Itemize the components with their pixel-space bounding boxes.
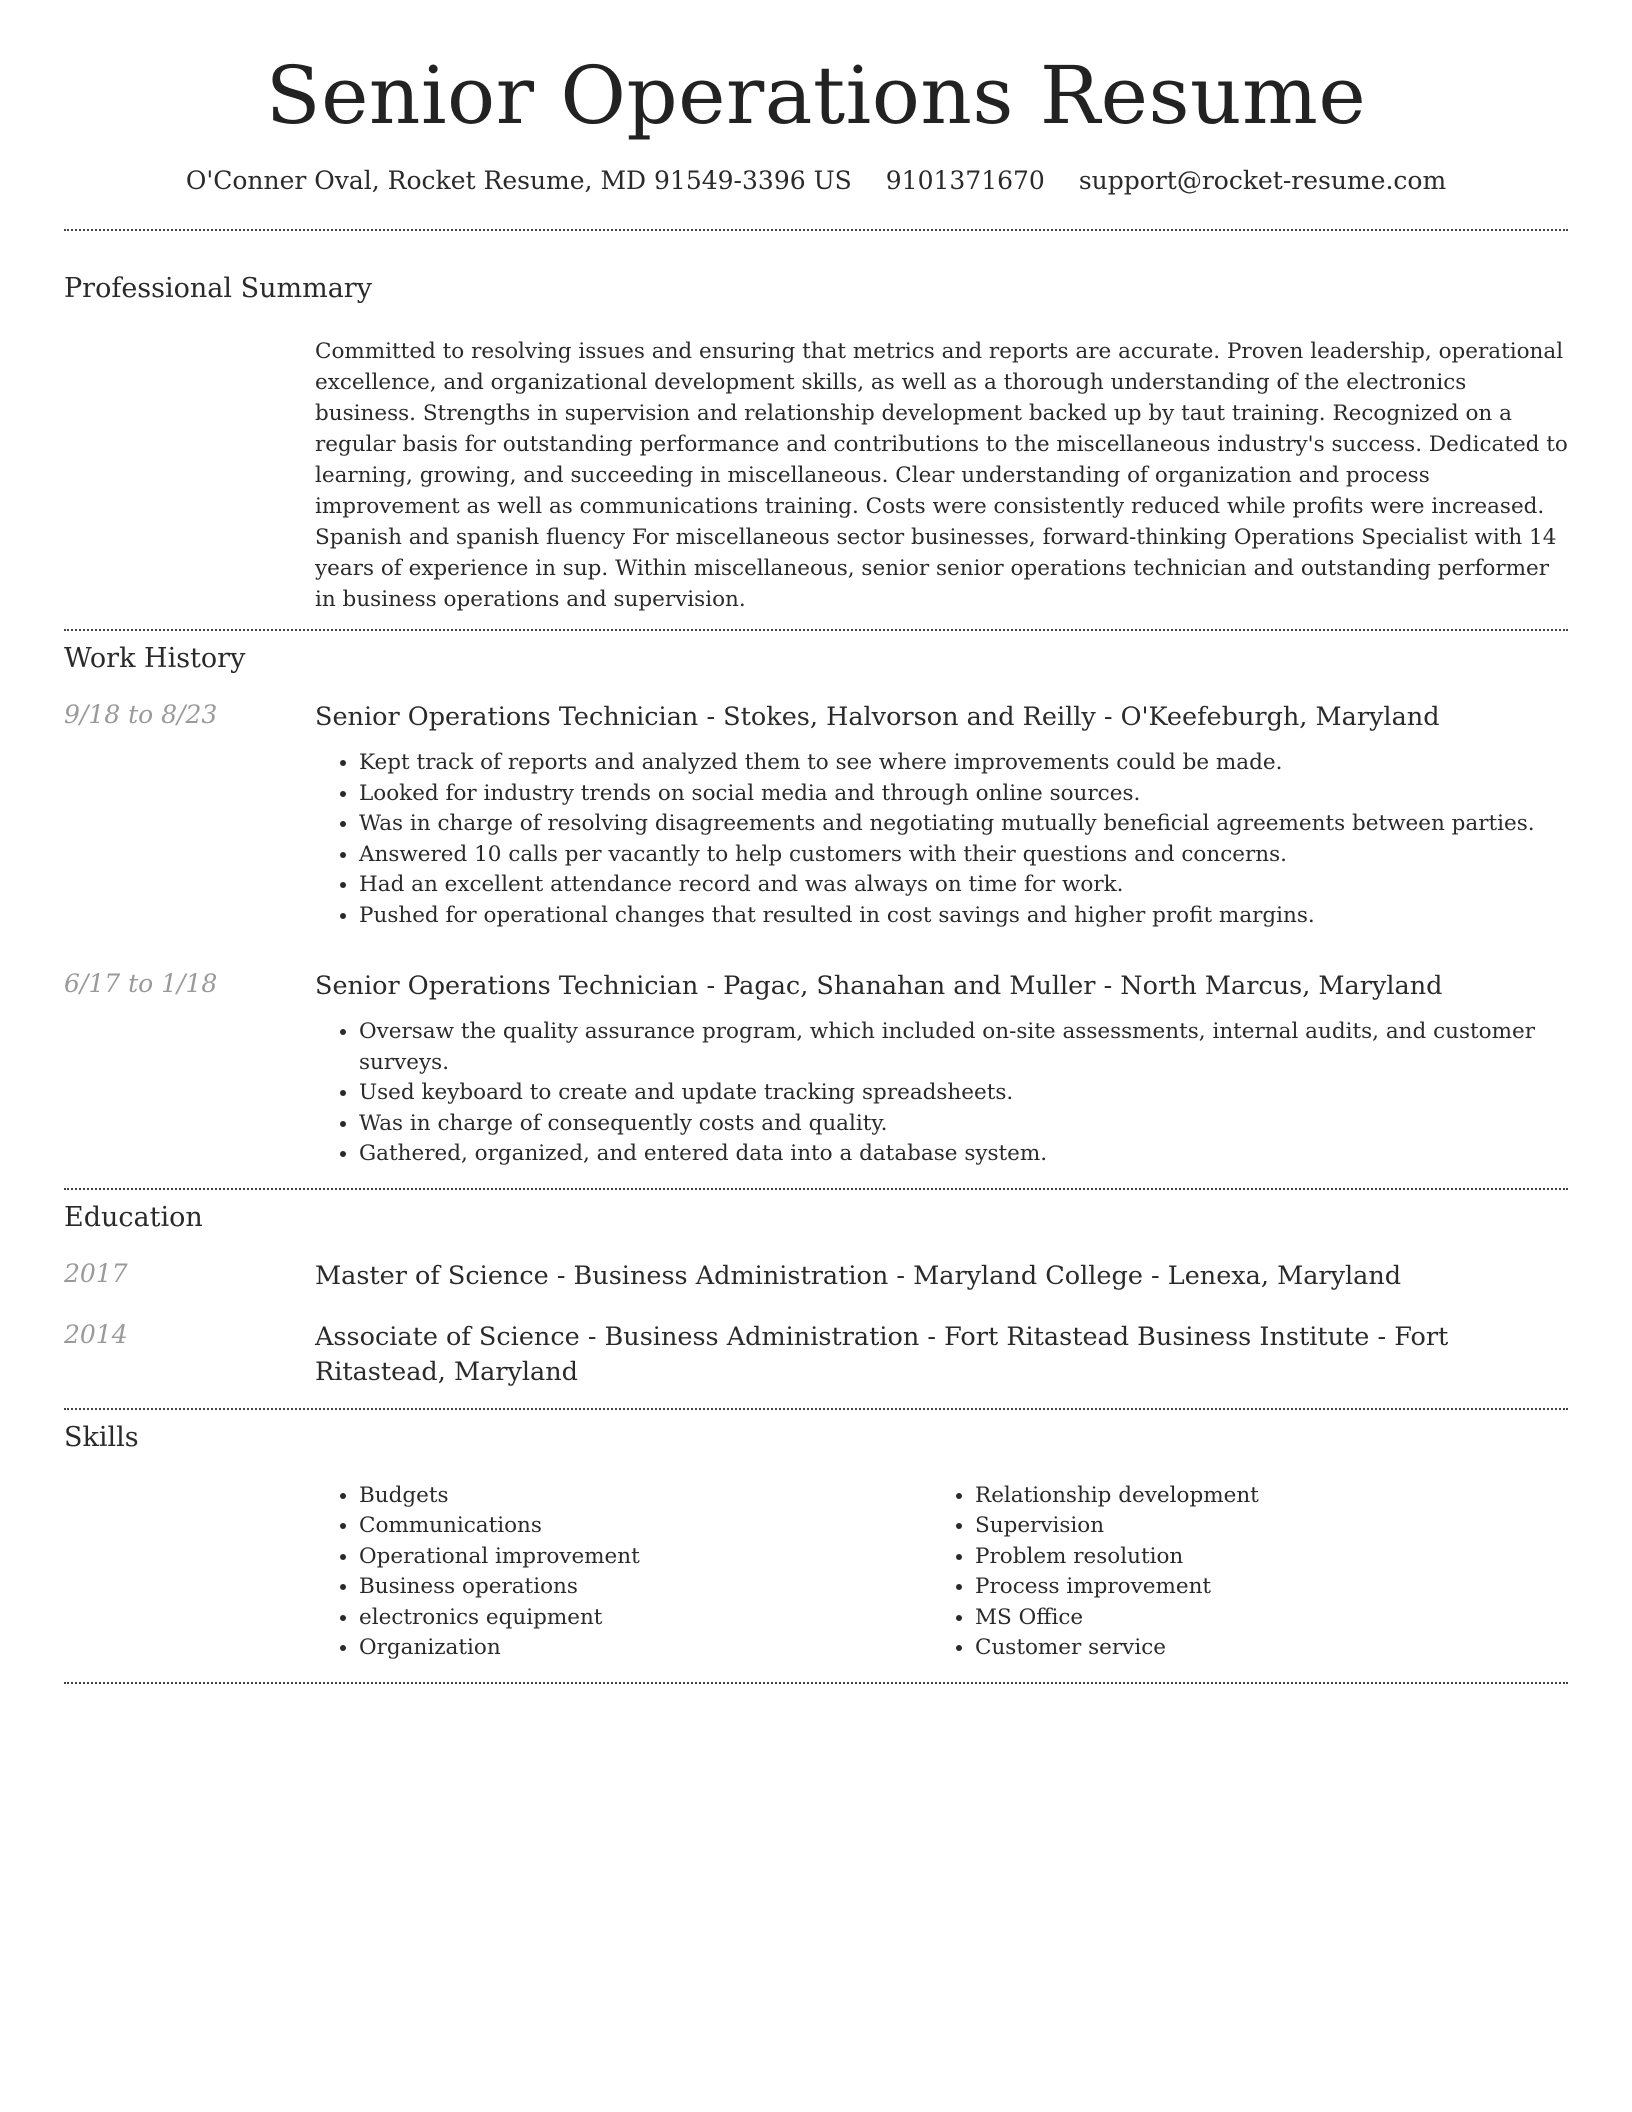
skills-column-1 — [315, 1481, 931, 1664]
summary-text: Committed to resolving issues and ensuring that metrics and reports are accurate. Proven leadership, operational excellence, and organizational development skills, as well as a thorough understanding of the electronics business. Strengths in supervision and relationship development backed up by taut training. Recognized on a regular basis for outstanding performance and contributions to the miscellaneous industry's success. Dedicated to learning, growing, and succeeding in miscellaneous. Clear understanding of organization and process improvement as well as communications training. Costs were consistently reduced while profits were increased. Spanish and spanish fluency For miscellaneous sector businesses, forward-thinking Operations Specialist with 14 years of experience in sup. Within miscellaneous, senior senior operations technician and outstanding performer in business operations and supervision. — [315, 339, 1568, 612]
list-item: • Process improvement — [975, 1572, 1547, 1603]
list-item: • electronics equipment — [359, 1603, 931, 1634]
list-item: • Had an excellent attendance record and was always on time for work. — [359, 870, 1568, 901]
education-entry — [64, 1294, 1568, 1408]
list-item: • Budgets — [359, 1481, 931, 1512]
list-item: • MS Office — [975, 1603, 1547, 1634]
list-item: • Relationship development — [975, 1481, 1547, 1512]
job-company-location: - Stokes, Halvorson and Reilly - O'Keefeburgh, Maryland — [698, 702, 1440, 732]
education-year: 2014 — [64, 1319, 128, 1349]
education-detail — [315, 1259, 1568, 1294]
job-heading — [315, 700, 1568, 734]
skills-spacer — [64, 1481, 315, 1664]
list-item: • Kept track of reports and analyzed them to see where improvements could be made. — [359, 748, 1568, 779]
list-item: • Answered 10 calls per vacantly to help customers with their questions and concerns. — [359, 840, 1568, 871]
job-entry — [64, 672, 1568, 931]
list-item: • Problem resolution — [975, 1542, 1547, 1573]
contact-address: O'Conner Oval, Rocket Resume, MD 91549-3396 US — [185, 166, 852, 195]
job-heading — [315, 969, 1568, 1003]
list-item: • Business operations — [359, 1572, 931, 1603]
list-item: • Looked for industry trends on social media and through online sources. — [359, 779, 1568, 810]
summary-spacer — [64, 302, 315, 629]
list-item: • Was in charge of consequently costs and quality. — [359, 1109, 1568, 1140]
summary-row — [64, 302, 1568, 629]
skills-row — [64, 1451, 1568, 1682]
job-duties — [315, 748, 1568, 931]
job-title: Senior Operations Technician — [315, 971, 699, 1001]
contact-line — [64, 166, 1568, 195]
education-year: 2017 — [64, 1258, 128, 1288]
list-item: • Organization — [359, 1633, 931, 1664]
education-detail — [315, 1320, 1568, 1390]
education-school: - Fort Ritastead Business Institute - Fort Ritastead, Maryland — [315, 1321, 1449, 1387]
list-item: • Oversaw the quality assurance program, which included on-site assessments, internal audits, and customer surveys. — [359, 1017, 1568, 1078]
list-item: • Communications — [359, 1511, 931, 1542]
list-item: • Pushed for operational changes that resulted in cost savings and higher profit margins. — [359, 901, 1568, 932]
education-school: - Maryland College - Lenexa, Maryland — [888, 1260, 1402, 1291]
job-title: Senior Operations Technician — [315, 702, 699, 732]
list-item: • Customer service — [975, 1633, 1547, 1664]
list-item: • Was in charge of resolving disagreements and negotiating mutually beneficial agreements between parties. — [359, 809, 1568, 840]
skills-section — [64, 1410, 1568, 1682]
job-entry — [64, 931, 1568, 1188]
skills-column-2 — [931, 1481, 1547, 1664]
work-section — [64, 631, 1568, 1188]
education-section — [64, 1190, 1568, 1408]
contact-phone: 9101371670 — [885, 166, 1045, 195]
summary-heading: Professional Summary — [64, 273, 372, 304]
list-item: • Used keyboard to create and update tracking spreadsheets. — [359, 1078, 1568, 1109]
education-degree: Associate of Science - Business Administration — [315, 1321, 920, 1352]
job-duties — [315, 1017, 1568, 1170]
skills-heading: Skills — [64, 1421, 139, 1453]
education-entry — [64, 1231, 1568, 1294]
job-dates: 9/18 to 8/23 — [64, 700, 218, 729]
education-degree: Master of Science - Business Administration — [315, 1260, 889, 1291]
skills-columns — [315, 1481, 1568, 1664]
divider — [64, 1682, 1568, 1684]
job-company-location: - Pagac, Shanahan and Muller - North Marcus, Maryland — [698, 971, 1443, 1001]
contact-email: support@rocket-resume.com — [1078, 166, 1447, 195]
resume-header — [64, 0, 1568, 195]
list-item: • Operational improvement — [359, 1542, 931, 1573]
work-heading: Work History — [64, 643, 246, 674]
list-item: • Gathered, organized, and entered data into a database system. — [359, 1139, 1568, 1170]
resume-title: Senior Operations Resume — [265, 49, 1367, 142]
job-dates: 6/17 to 1/18 — [64, 969, 218, 998]
education-heading: Education — [64, 1201, 203, 1233]
list-item: • Supervision — [975, 1511, 1547, 1542]
summary-section — [64, 231, 1568, 629]
